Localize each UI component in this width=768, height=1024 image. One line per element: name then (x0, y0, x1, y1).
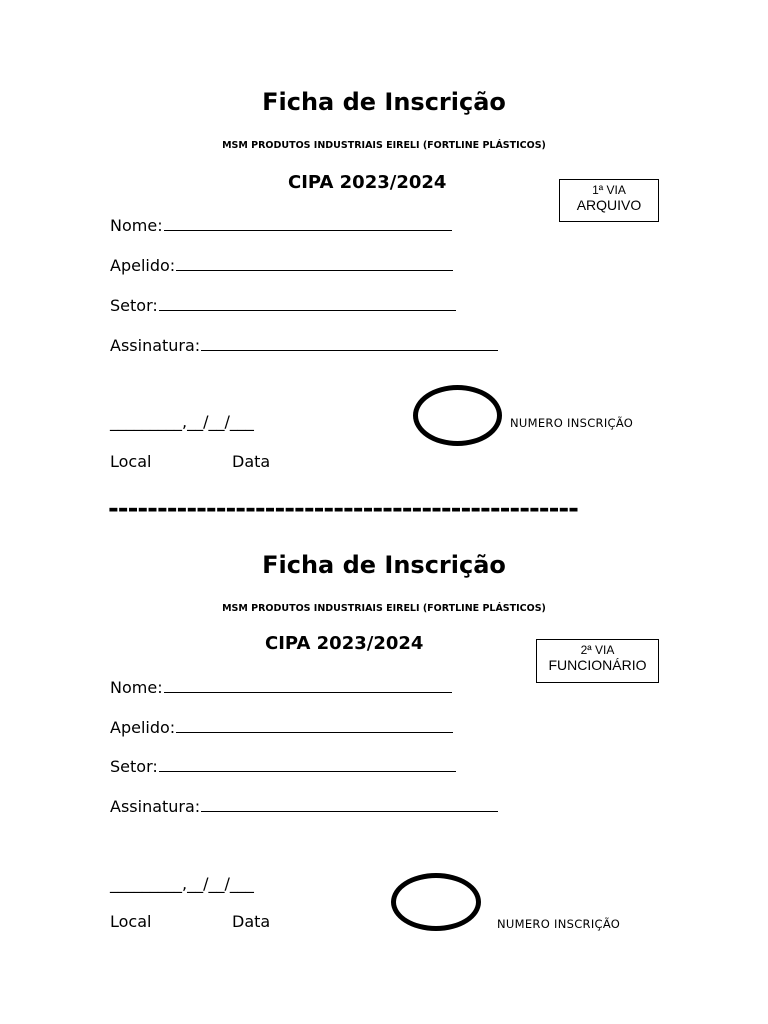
form2-setor-line[interactable] (159, 755, 456, 772)
form1-assinatura-line[interactable] (201, 334, 498, 351)
form1-nome-line[interactable] (164, 214, 452, 231)
form1-date-line[interactable]: _________,__/__/___ (110, 412, 254, 431)
form1-company: MSM PRODUTOS INDUSTRIAIS EIRELI (FORTLINE PLÁSTICOS) (222, 140, 546, 151)
form1-title: Ficha de Inscrição (262, 88, 506, 116)
form1-assinatura-field[interactable] (110, 334, 498, 355)
form2-cipa: CIPA 2023/2024 (265, 633, 424, 654)
form1-apelido-label: Apelido: (110, 256, 176, 275)
form2-number-oval (391, 873, 481, 931)
form1-via-box (559, 179, 659, 222)
form2-assinatura-label: Assinatura: (110, 797, 201, 816)
form1-setor-field[interactable] (110, 294, 456, 315)
form1-via-number: 1ª VIA (592, 183, 626, 197)
form2-via-label: FUNCIONÁRIO (548, 657, 647, 673)
form2-nome-line[interactable] (164, 676, 452, 693)
form1-assinatura-label: Assinatura: (110, 336, 201, 355)
form2-assinatura-line[interactable] (201, 795, 498, 812)
form1-setor-label: Setor: (110, 296, 158, 315)
form1-data-label: Data (232, 452, 271, 471)
form2-via-box (536, 639, 659, 683)
form1-number-label: NUMERO INSCRIÇÃO (510, 416, 634, 430)
form2-title: Ficha de Inscrição (262, 551, 506, 579)
cut-separator: ------------------------------------------------ (108, 494, 578, 524)
form2-setor-label: Setor: (110, 757, 158, 776)
form1-cipa: CIPA 2023/2024 (288, 172, 447, 193)
form2-apelido-label: Apelido: (110, 718, 176, 737)
form2-number-label: NUMERO INSCRIÇÃO (497, 917, 621, 931)
form2-via-number: 2ª VIA (580, 643, 615, 657)
form2-setor-field[interactable] (110, 755, 456, 776)
form2-date-line[interactable]: _________,__/__/___ (110, 874, 254, 893)
form1-via-label: ARQUIVO (576, 197, 642, 213)
form1-number-oval (413, 385, 502, 446)
form1-nome-label: Nome: (110, 216, 163, 235)
form2-apelido-field[interactable] (110, 716, 453, 737)
form2-data-label: Data (232, 912, 271, 931)
form2-assinatura-field[interactable] (110, 795, 498, 816)
form1-setor-line[interactable] (159, 294, 456, 311)
form2-local-label: Local (110, 912, 152, 931)
form1-local-label: Local (110, 452, 152, 471)
form1-nome-field[interactable] (110, 214, 452, 235)
form2-company: MSM PRODUTOS INDUSTRIAIS EIRELI (FORTLINE PLÁSTICOS) (222, 603, 546, 614)
form2-nome-field[interactable] (110, 676, 452, 697)
form1-apelido-line[interactable] (176, 254, 453, 271)
form2-nome-label: Nome: (110, 678, 163, 697)
form1-apelido-field[interactable] (110, 254, 453, 275)
form2-apelido-line[interactable] (176, 716, 453, 733)
